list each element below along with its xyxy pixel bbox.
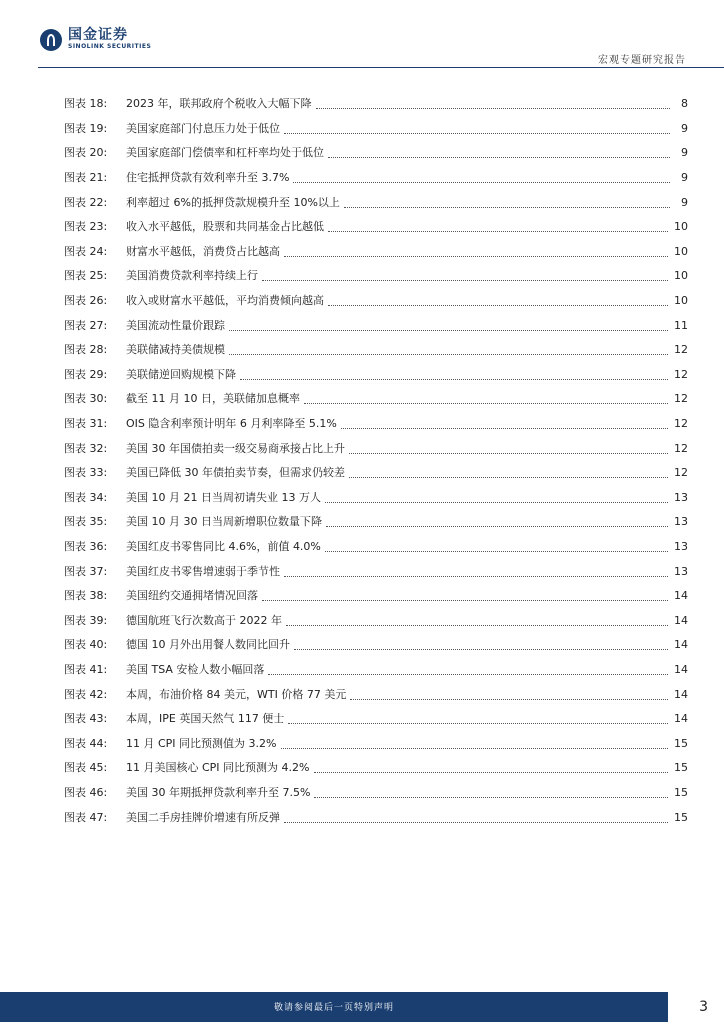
toc-entry-page[interactable]: 12 <box>674 466 688 480</box>
toc-entry-title[interactable]: 美国家庭部门付息压力处于低位 <box>126 121 280 135</box>
toc-entry-title[interactable]: 收入水平越低，股票和共同基金占比越低 <box>126 220 324 234</box>
toc-entry-title[interactable]: 住宅抵押贷款有效利率升至 3.7% <box>126 171 290 185</box>
toc-entry[interactable] <box>64 412 688 437</box>
toc-leader-dots <box>288 723 668 724</box>
toc-entry-title[interactable]: 11 月美国核心 CPI 同比预测为 4.2% <box>126 761 310 775</box>
toc-entry-title[interactable]: 美国 30 年期抵押贷款利率升至 7.5% <box>126 785 311 799</box>
toc-entry[interactable] <box>64 363 688 388</box>
toc-entry-page[interactable]: 12 <box>674 441 688 455</box>
toc-entry-page[interactable]: 9 <box>681 121 688 135</box>
toc-entry-title[interactable]: 美国消费贷款利率持续上行 <box>126 269 258 283</box>
toc-entry-title[interactable]: 11 月 CPI 同比预测值为 3.2% <box>126 736 277 750</box>
toc-entry-label: 图表 24: <box>64 244 108 258</box>
toc-entry[interactable] <box>64 584 688 609</box>
toc-entry[interactable] <box>64 92 688 117</box>
toc-leader-dots <box>284 133 670 134</box>
toc-entry[interactable] <box>64 313 688 338</box>
toc-entry-label: 图表 22: <box>64 195 108 209</box>
toc-leader-dots <box>286 625 668 626</box>
toc-leader-dots <box>294 649 668 650</box>
toc-entry[interactable] <box>64 436 688 461</box>
toc-entry-page[interactable]: 9 <box>681 171 688 185</box>
footer-disclaimer: 敬请参阅最后一页特别声明 <box>273 1003 394 1013</box>
toc-entry-title[interactable]: 美联储逆回购规模下降 <box>126 367 236 381</box>
toc-entry[interactable] <box>64 682 688 707</box>
toc-entry[interactable] <box>64 117 688 142</box>
toc-leader-dots <box>316 108 671 109</box>
toc-entry-title[interactable]: 德国 10 月外出用餐人数同比回升 <box>126 638 290 652</box>
toc-entry[interactable] <box>64 559 688 584</box>
toc-entry-label: 图表 27: <box>64 318 108 332</box>
toc-entry-page[interactable]: 10 <box>674 244 688 258</box>
toc-entry-label: 图表 28: <box>64 343 108 357</box>
toc-entry-page[interactable]: 13 <box>674 539 688 553</box>
toc-leader-dots <box>349 453 668 454</box>
toc-entry-page[interactable]: 14 <box>674 613 688 627</box>
toc-entry-label: 图表 19: <box>64 121 108 135</box>
toc-entry-page[interactable]: 10 <box>674 220 688 234</box>
toc-entry-title[interactable]: 美国 30 年国债拍卖一级交易商承接占比上升 <box>126 441 345 455</box>
toc-entry-page[interactable]: 10 <box>674 294 688 308</box>
toc-leader-dots <box>293 182 670 183</box>
toc-entry[interactable] <box>64 461 688 486</box>
toc-leader-dots <box>344 207 670 208</box>
toc-entry-label: 图表 44: <box>64 736 108 750</box>
toc-leader-dots <box>325 502 668 503</box>
toc-entry-label: 图表 40: <box>64 638 108 652</box>
toc-entry[interactable] <box>64 240 688 265</box>
toc-leader-dots <box>240 379 668 380</box>
toc-entry[interactable] <box>64 338 688 363</box>
toc-entry-title[interactable]: 美国家庭部门偿债率和杠杆率均处于低位 <box>126 146 324 160</box>
toc-entry-page[interactable]: 14 <box>674 662 688 676</box>
toc-entry-title[interactable]: 美国二手房挂牌价增速有所反弹 <box>126 810 280 824</box>
toc-entry-label: 图表 42: <box>64 687 108 701</box>
toc-entry[interactable] <box>64 215 688 240</box>
toc-entry-label: 图表 41: <box>64 662 108 676</box>
toc-leader-dots <box>328 157 670 158</box>
toc-entry-label: 图表 26: <box>64 294 108 308</box>
toc-entry-label: 图表 30: <box>64 392 108 406</box>
toc-entry-page[interactable]: 14 <box>674 589 688 603</box>
toc-entry-label: 图表 37: <box>64 564 108 578</box>
toc-leader-dots <box>304 403 668 404</box>
toc-entry-label: 图表 23: <box>64 220 108 234</box>
toc-entry-label: 图表 35: <box>64 515 108 529</box>
page-footer <box>0 992 724 1024</box>
toc-entry-label: 图表 38: <box>64 589 108 603</box>
toc-entry[interactable] <box>64 387 688 412</box>
logo-icon <box>40 29 62 51</box>
toc-entry[interactable] <box>64 608 688 633</box>
report-type: 宏观专题研究报告 <box>598 55 686 66</box>
toc-entry-title[interactable]: 美国红皮书零售同比 4.6%，前值 4.0% <box>126 539 321 553</box>
toc-entry-page[interactable]: 15 <box>674 810 688 824</box>
toc-entry-page[interactable]: 9 <box>681 146 688 160</box>
toc-leader-dots <box>268 674 668 675</box>
toc-entry[interactable] <box>64 756 688 781</box>
toc-entry-page[interactable]: 12 <box>674 392 688 406</box>
toc-entry-title[interactable]: 美国纽约交通拥堵情况回落 <box>126 589 258 603</box>
toc-leader-dots <box>281 748 669 749</box>
toc-entry-label: 图表 45: <box>64 761 108 775</box>
toc-entry-title[interactable]: 利率超过 6%的抵押贷款规模升至 10%以上 <box>126 195 340 209</box>
toc-entry-title[interactable]: 财富水平越低，消费贷占比越高 <box>126 244 280 258</box>
toc-entry[interactable] <box>64 633 688 658</box>
toc-leader-dots <box>284 256 668 257</box>
toc-entry[interactable] <box>64 510 688 535</box>
toc-entry-title[interactable]: 美国 10 月 21 日当周初请失业 13 万人 <box>126 490 321 504</box>
toc-entry[interactable] <box>64 731 688 756</box>
toc-entry-label: 图表 39: <box>64 613 108 627</box>
toc-leader-dots <box>341 428 668 429</box>
toc-entry-label: 图表 43: <box>64 712 108 726</box>
toc-entry-title[interactable]: 美国流动性量价跟踪 <box>126 318 225 332</box>
toc-entry-title[interactable]: 截至 11 月 10 日，美联储加息概率 <box>126 392 300 406</box>
toc-entry-label: 图表 33: <box>64 466 108 480</box>
toc-entry-title[interactable]: 美国红皮书零售增速弱于季节性 <box>126 564 280 578</box>
toc-entry-label: 图表 20: <box>64 146 108 160</box>
toc-entry-title[interactable]: 美联储减持美债规模 <box>126 343 225 357</box>
logo-cn-text: 国金证券 <box>68 27 128 43</box>
toc-entry-title[interactable]: 2023 年，联邦政府个税收入大幅下降 <box>126 97 312 111</box>
toc-entry-title[interactable]: 美国已降低 30 年债拍卖节奏，但需求仍较差 <box>126 466 345 480</box>
toc-entry-title[interactable]: 美国 10 月 30 日当周新增职位数量下降 <box>126 515 322 529</box>
toc-leader-dots <box>325 551 668 552</box>
toc-entry-label: 图表 47: <box>64 810 108 824</box>
toc-entry-label: 图表 31: <box>64 417 108 431</box>
toc-leader-dots <box>314 772 669 773</box>
toc-leader-dots <box>350 699 668 700</box>
toc-entry-label: 图表 25: <box>64 269 108 283</box>
toc-entry[interactable] <box>64 658 688 683</box>
toc-entry-page[interactable]: 13 <box>674 515 688 529</box>
toc-entry-page[interactable]: 12 <box>674 417 688 431</box>
toc-entry-page[interactable]: 11 <box>674 318 688 332</box>
toc-entry-page[interactable]: 12 <box>674 343 688 357</box>
page-header <box>0 0 724 70</box>
toc-entry-page[interactable]: 14 <box>674 687 688 701</box>
toc-entry-page[interactable]: 10 <box>674 269 688 283</box>
logo-en-text: SINOLINK SECURITIES <box>68 43 152 50</box>
toc-entry[interactable] <box>64 264 688 289</box>
toc-entry-page[interactable]: 15 <box>674 761 688 775</box>
toc-entry-label: 图表 46: <box>64 785 108 799</box>
toc-entry[interactable] <box>64 781 688 806</box>
footer-bar <box>0 992 668 1022</box>
toc-entry-label: 图表 32: <box>64 441 108 455</box>
toc-entry-page[interactable]: 14 <box>674 638 688 652</box>
toc-entry-label: 图表 29: <box>64 367 108 381</box>
toc-entry-title[interactable]: 本周，IPE 英国天然气 117 便士 <box>126 712 285 726</box>
toc-entry[interactable] <box>64 707 688 732</box>
toc-entry-label: 图表 34: <box>64 490 108 504</box>
toc-entry[interactable] <box>64 805 688 830</box>
toc-leader-dots <box>284 576 668 577</box>
toc-entry[interactable] <box>64 486 688 511</box>
toc-leader-dots <box>262 280 668 281</box>
toc-leader-dots <box>229 354 668 355</box>
toc-entry[interactable] <box>64 190 688 215</box>
toc-leader-dots <box>284 822 668 823</box>
toc-leader-dots <box>262 600 668 601</box>
toc-leader-dots <box>349 477 668 478</box>
toc-leader-dots <box>314 797 668 798</box>
toc-entry-page[interactable]: 15 <box>674 785 688 799</box>
toc-entry-page[interactable]: 15 <box>674 736 688 750</box>
table-of-figures <box>64 92 688 830</box>
toc-entry-title[interactable]: 本周，布油价格 84 美元，WTI 价格 77 美元 <box>126 687 347 701</box>
toc-leader-dots <box>229 330 668 331</box>
toc-leader-dots <box>328 231 668 232</box>
toc-entry[interactable] <box>64 141 688 166</box>
header-divider <box>38 67 724 68</box>
toc-entry-label: 图表 36: <box>64 539 108 553</box>
toc-entry-title[interactable]: 德国航班飞行次数高于 2022 年 <box>126 613 282 627</box>
page-number: 3 <box>699 999 708 1015</box>
toc-entry-page[interactable]: 9 <box>681 195 688 209</box>
toc-leader-dots <box>328 305 668 306</box>
toc-entry-label: 图表 18: <box>64 97 108 111</box>
toc-entry[interactable] <box>64 289 688 314</box>
toc-entry-title[interactable]: 美国 TSA 安检人数小幅回落 <box>126 662 265 676</box>
toc-entry-title[interactable]: OIS 隐含利率预计明年 6 月利率降至 5.1% <box>126 417 337 431</box>
toc-leader-dots <box>326 526 668 527</box>
company-logo <box>40 28 151 51</box>
toc-entry-page[interactable]: 13 <box>674 490 688 504</box>
toc-entry-title[interactable]: 收入或财富水平越低，平均消费倾向越高 <box>126 294 324 308</box>
toc-entry-page[interactable]: 14 <box>674 712 688 726</box>
toc-entry[interactable] <box>64 535 688 560</box>
toc-entry-label: 图表 21: <box>64 171 108 185</box>
toc-entry-page[interactable]: 8 <box>681 97 688 111</box>
toc-entry-page[interactable]: 13 <box>674 564 688 578</box>
toc-entry-page[interactable]: 12 <box>674 367 688 381</box>
toc-entry[interactable] <box>64 166 688 191</box>
